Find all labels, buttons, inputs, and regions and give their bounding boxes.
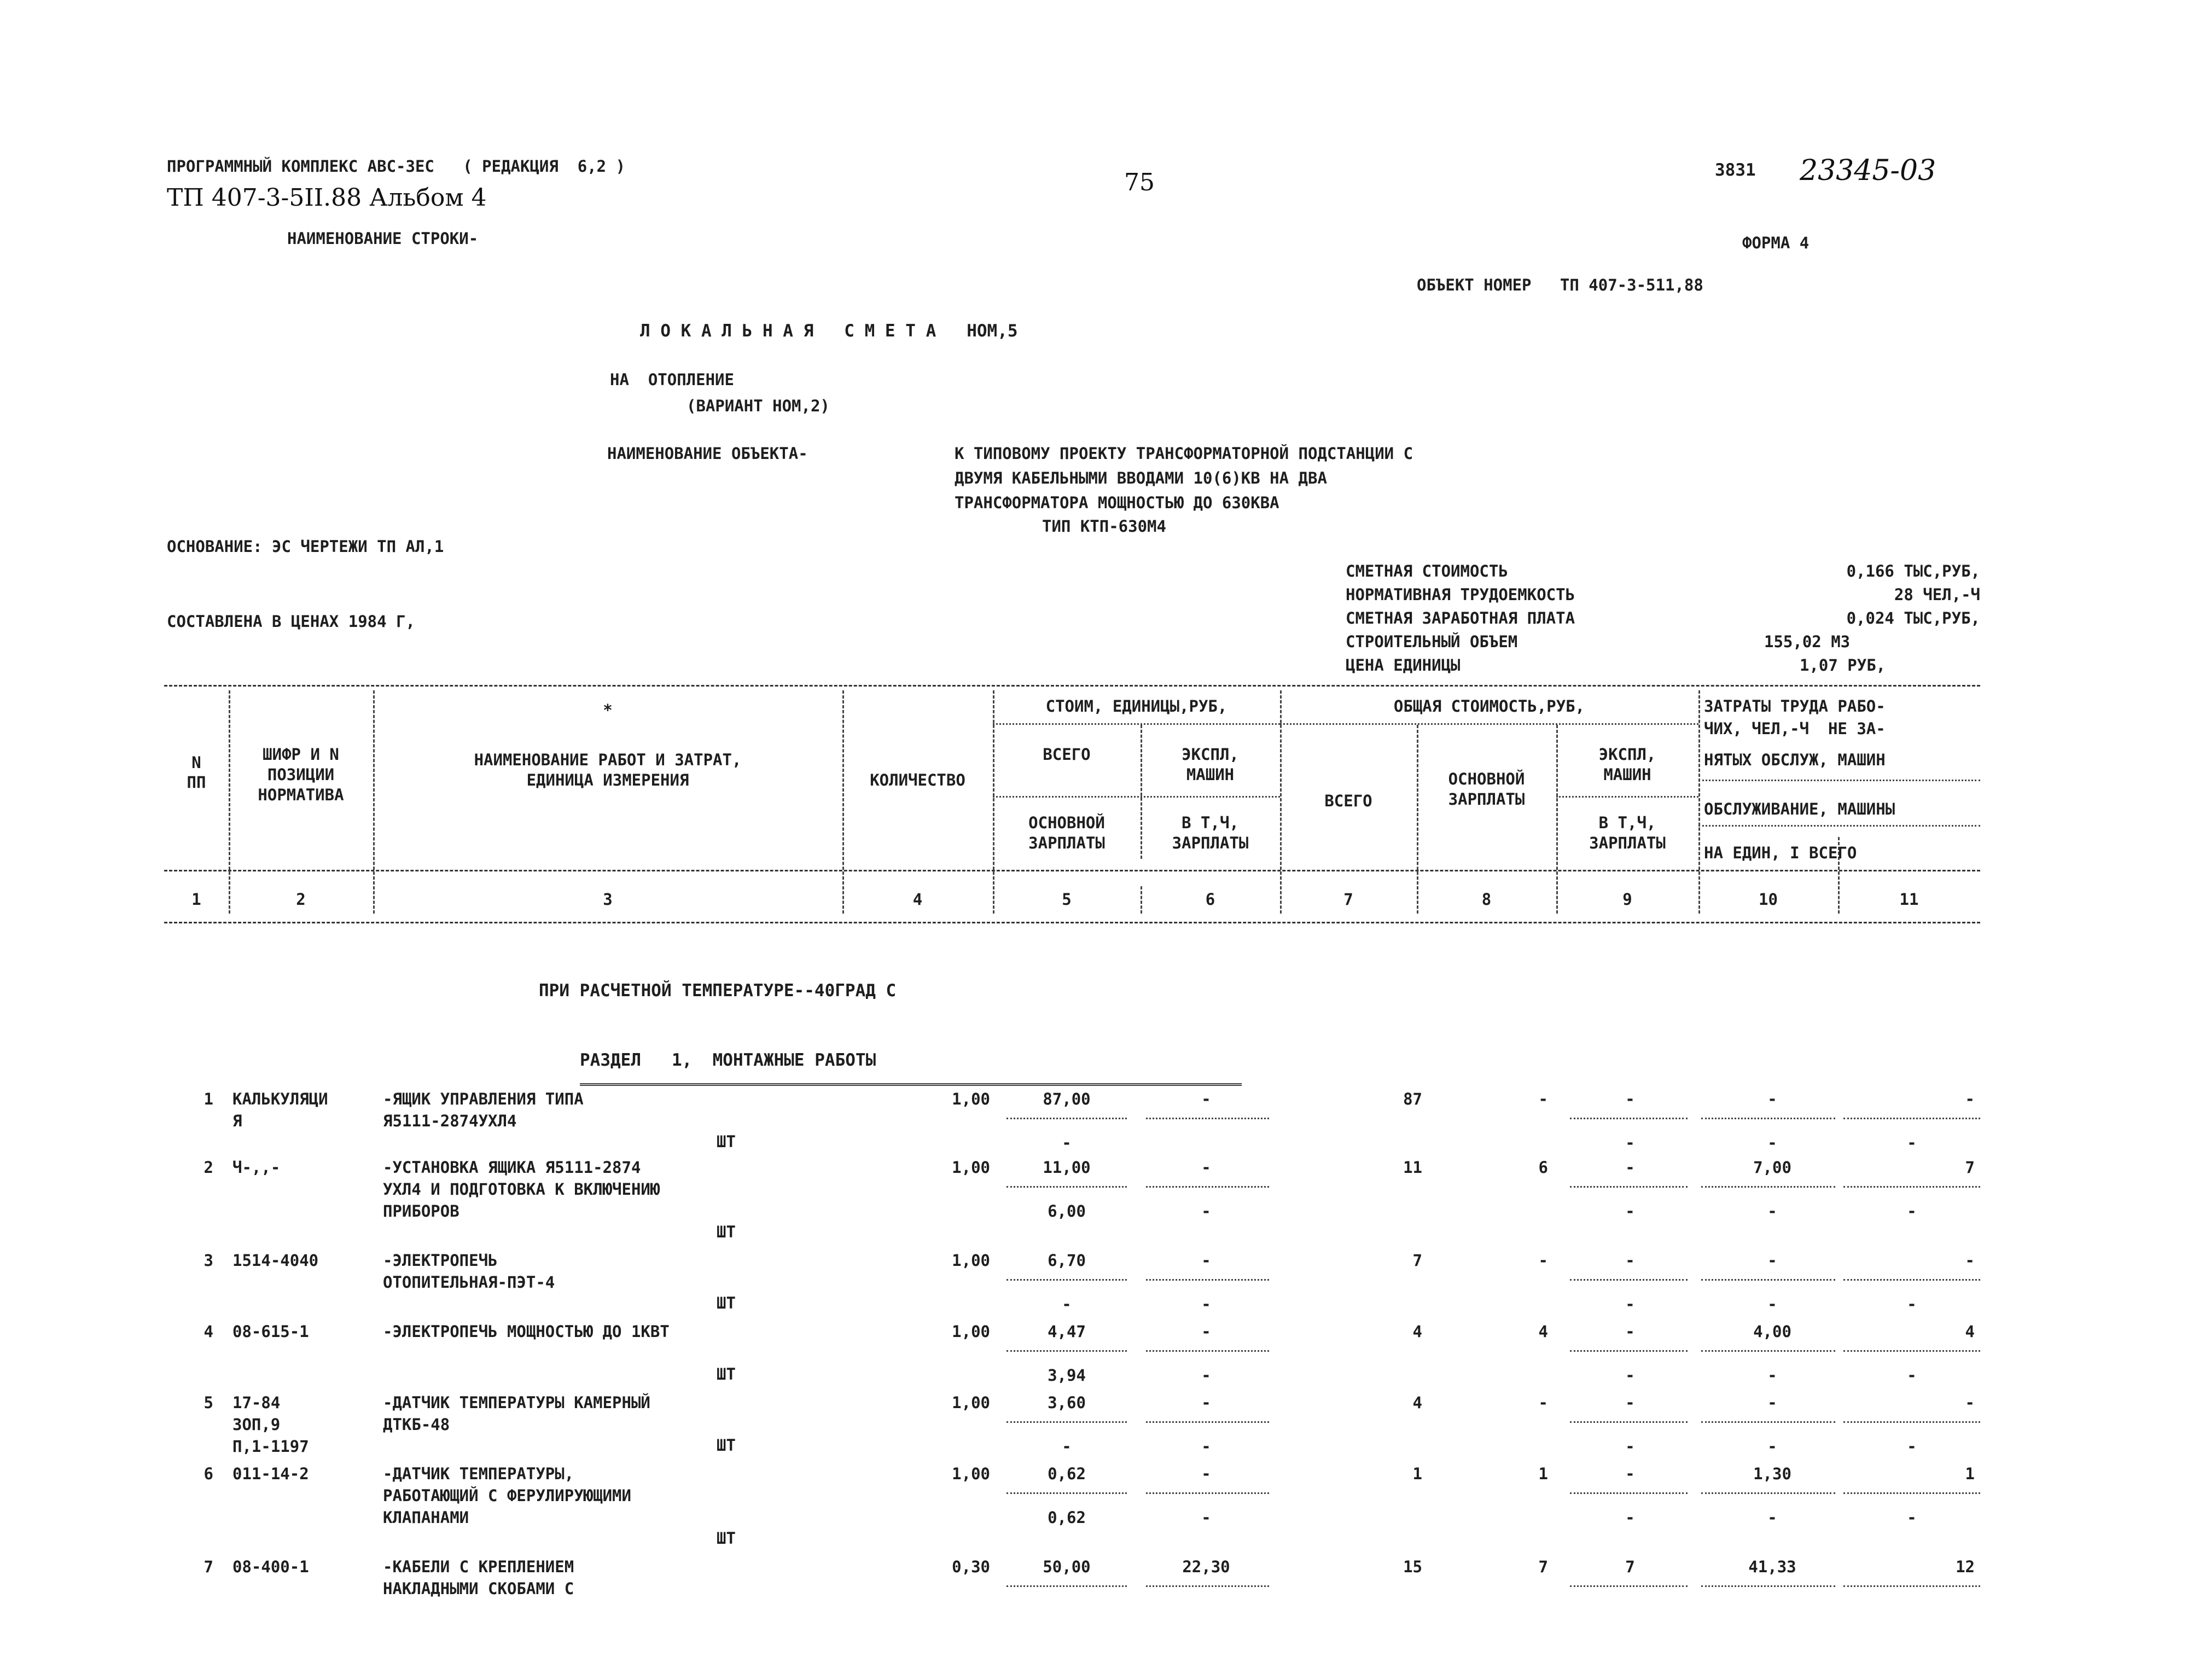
code-handwritten: 23345-03 xyxy=(1800,154,1936,187)
row-name: -ЯЩИК УПРАВЛЕНИЯ ТИПА xyxy=(383,1090,584,1108)
summary-label: ЦЕНА ЕДИНИЦЫ xyxy=(1346,656,1461,675)
row-total-machine-wage: - xyxy=(1625,1295,1635,1313)
sub-rule xyxy=(1556,796,1698,798)
row-unit-machines: - xyxy=(1201,1090,1211,1108)
form-label: ФОРМА 4 xyxy=(1742,234,1810,252)
header-total-all: ВСЕГО xyxy=(1324,792,1372,810)
row-labor-unit-wage: - xyxy=(1767,1508,1777,1527)
cell-rule xyxy=(1006,1118,1127,1119)
cell-rule xyxy=(1843,1186,1980,1188)
row-unit-machine-wage: - xyxy=(1201,1508,1211,1527)
object-name-line-4: ТИП КТП-630М4 xyxy=(1042,517,1166,536)
row-total-machines: - xyxy=(1625,1158,1635,1177)
row-total: 1 xyxy=(1412,1464,1422,1483)
header-total-wage: ОСНОВНОЙ xyxy=(1448,770,1525,788)
row-name: УХЛ4 И ПОДГОТОВКА К ВКЛЮЧЕНИЮ xyxy=(383,1180,660,1199)
header-n: ПП xyxy=(187,773,206,792)
cell-rule xyxy=(1843,1492,1980,1494)
row-qty: 1,00 xyxy=(952,1464,990,1483)
col-divider xyxy=(1698,886,1700,914)
row-unit-total: 3,60 xyxy=(1048,1393,1086,1412)
col-divider xyxy=(993,690,994,885)
sub-rule xyxy=(993,723,1280,725)
heating-label: НА ОТОПЛЕНИЕ xyxy=(610,370,734,389)
col-divider xyxy=(373,886,375,914)
row-number: 4 xyxy=(203,1322,213,1341)
col-divider xyxy=(1698,690,1700,885)
sub-rule xyxy=(1698,780,1980,781)
row-labor-unit: 41,33 xyxy=(1748,1557,1796,1576)
row-name: НАКЛАДНЫМИ СКОБАМИ С xyxy=(383,1579,574,1598)
header-unit-machine-wage: В Т,Ч, xyxy=(1182,813,1239,832)
header-name-mark: * xyxy=(603,701,613,719)
row-number: 6 xyxy=(203,1464,213,1483)
row-name: -КАБЕЛИ С КРЕПЛЕНИЕМ xyxy=(383,1557,574,1576)
row-unit-total: 6,70 xyxy=(1048,1251,1086,1270)
row-labor-unit: 4,00 xyxy=(1753,1322,1791,1341)
row-total-machines: - xyxy=(1625,1393,1635,1412)
row-code: 17-84 xyxy=(232,1393,281,1412)
summary-label: СТРОИТЕЛЬНЫЙ ОБЪЕМ xyxy=(1346,632,1518,651)
row-name: -ДАТЧИК ТЕМПЕРАТУРЫ КАМЕРНЫЙ xyxy=(383,1393,650,1412)
row-unit-wage: 3,94 xyxy=(1048,1366,1086,1385)
row-unit-machines: - xyxy=(1201,1464,1211,1483)
header-unit-total: ВСЕГО xyxy=(1043,745,1091,764)
row-unit-total: 4,47 xyxy=(1048,1322,1086,1341)
col-number: 5 xyxy=(1062,890,1072,909)
row-labor-total: - xyxy=(1965,1251,1975,1270)
object-number: ОБЪЕКТ НОМЕР ТП 407-3-511,88 xyxy=(1417,276,1703,294)
row-code: Ч-,,- xyxy=(232,1158,281,1177)
row-total: 87 xyxy=(1403,1090,1422,1108)
summary-label: СМЕТНАЯ СТОИМОСТЬ xyxy=(1346,562,1508,580)
header-total-machines: ЭКСПЛ, xyxy=(1598,745,1656,764)
row-labor-unit-wage: - xyxy=(1767,1295,1777,1313)
header-total-machine-wage: ЗАРПЛАТЫ xyxy=(1589,834,1666,852)
row-labor-unit-wage: - xyxy=(1767,1437,1777,1456)
row-code: Я xyxy=(232,1112,242,1130)
row-number: 5 xyxy=(203,1393,213,1412)
header-unit-machine-wage: ЗАРПЛАТЫ xyxy=(1172,834,1249,852)
row-number: 7 xyxy=(203,1557,213,1576)
cell-rule xyxy=(1570,1585,1688,1587)
summary-value: 28 ЧЕЛ,-Ч xyxy=(1894,585,1980,604)
header-unit-cost: СТОИМ, ЕДИНИЦЫ,РУБ, xyxy=(1045,697,1227,716)
col-divider xyxy=(229,886,230,914)
cell-rule xyxy=(1006,1421,1127,1423)
row-total: 15 xyxy=(1403,1557,1422,1576)
row-total-machines: - xyxy=(1625,1464,1635,1483)
row-unit-total: 0,62 xyxy=(1048,1464,1086,1483)
row-unit-total: 11,00 xyxy=(1043,1158,1091,1177)
row-code: КАЛЬКУЛЯЦИ xyxy=(232,1090,328,1108)
col-number: 6 xyxy=(1205,890,1215,909)
row-total-wage: - xyxy=(1538,1251,1548,1270)
row-code: 011-14-2 xyxy=(232,1464,309,1483)
col-divider xyxy=(1556,886,1558,914)
object-name-line-2: ДВУМЯ КАБЕЛЬНЫМИ ВВОДАМИ 10(6)КВ НА ДВА xyxy=(955,469,1327,487)
cell-rule xyxy=(1843,1118,1980,1119)
row-unit-wage: - xyxy=(1062,1295,1072,1313)
row-code: П,1-1197 xyxy=(232,1437,309,1456)
row-labor-unit: - xyxy=(1767,1393,1777,1412)
row-unit-machine-wage: - xyxy=(1201,1366,1211,1385)
row-name: -ЭЛЕКТРОПЕЧЬ xyxy=(383,1251,498,1270)
row-name: ПРИБОРОВ xyxy=(383,1202,459,1220)
row-unit-wage: - xyxy=(1062,1133,1072,1152)
row-unit-machine-wage: - xyxy=(1201,1202,1211,1220)
program-line: ПРОГРАММНЫЙ КОМПЛЕКС АВС-3ЕС ( РЕДАКЦИЯ 6,2 ) xyxy=(167,157,626,176)
col-number: 10 xyxy=(1759,890,1778,909)
cell-rule xyxy=(1701,1186,1835,1188)
row-total-machines: - xyxy=(1625,1322,1635,1341)
object-name-line-1: К ТИПОВОМУ ПРОЕКТУ ТРАНСФОРМАТОРНОЙ ПОДСТАНЦИИ С xyxy=(955,444,1413,463)
row-total-machines: - xyxy=(1625,1251,1635,1270)
row-unit-wage: 0,62 xyxy=(1048,1508,1086,1527)
cell-rule xyxy=(1570,1492,1688,1494)
cell-rule xyxy=(1146,1350,1269,1352)
row-labor-total: 12 xyxy=(1956,1557,1975,1576)
row-total-machine-wage: - xyxy=(1625,1202,1635,1220)
row-number: 1 xyxy=(203,1090,213,1108)
cell-rule xyxy=(1006,1492,1127,1494)
col-divider xyxy=(1417,886,1418,914)
header-top-rule xyxy=(164,685,1980,687)
row-code: 08-615-1 xyxy=(232,1322,309,1341)
row-name: -УСТАНОВКА ЯЩИКА Я5111-2874 xyxy=(383,1158,641,1177)
cell-rule xyxy=(1843,1350,1980,1352)
cell-rule xyxy=(1006,1186,1127,1188)
code-printed: 3831 xyxy=(1715,160,1756,180)
cell-rule xyxy=(1006,1279,1127,1281)
sub-rule xyxy=(1698,825,1980,827)
row-labor-total: 7 xyxy=(1965,1158,1975,1177)
row-total-wage: 6 xyxy=(1538,1158,1548,1177)
cell-rule xyxy=(1701,1585,1835,1587)
header-name: ЕДИНИЦА ИЗМЕРЕНИЯ xyxy=(526,771,689,789)
row-unit: ШТ xyxy=(717,1436,736,1455)
row-labor-total: - xyxy=(1965,1393,1975,1412)
header-total-machine-wage: В Т,Ч, xyxy=(1598,813,1656,832)
header-labor: НЯТЫХ ОБСЛУЖ, МАШИН xyxy=(1704,751,1886,769)
header-total-cost: ОБЩАЯ СТОИМОСТЬ,РУБ, xyxy=(1393,697,1585,716)
summary-value: 0,166 ТЫС,РУБ, xyxy=(1846,562,1980,580)
basis-line: ОСНОВАНИЕ: ЭС ЧЕРТЕЖИ ТП АЛ,1 xyxy=(167,537,444,556)
header-total-wage: ЗАРПЛАТЫ xyxy=(1448,790,1525,809)
cell-rule xyxy=(1843,1585,1980,1587)
row-unit-machines: - xyxy=(1201,1393,1211,1412)
row-unit: ШТ xyxy=(717,1529,736,1548)
row-total: 4 xyxy=(1412,1393,1422,1412)
object-name-label: НАИМЕНОВАНИЕ ОБЪЕКТА- xyxy=(607,444,808,463)
header-unit-machines: МАШИН xyxy=(1186,765,1235,784)
row-name: РАБОТАЮЩИЙ С ФЕРУЛИРУЮЩИМИ xyxy=(383,1486,631,1505)
header-code: ШИФР И N xyxy=(263,745,339,764)
cell-rule xyxy=(1146,1279,1269,1281)
cell-rule xyxy=(1701,1118,1835,1119)
line-name-label: НАИМЕНОВАНИЕ СТРОКИ- xyxy=(287,229,479,248)
row-unit-total: 87,00 xyxy=(1043,1090,1091,1108)
row-qty: 1,00 xyxy=(952,1090,990,1108)
col-divider xyxy=(842,886,844,914)
header-total-machines: МАШИН xyxy=(1603,765,1651,784)
cell-rule xyxy=(1570,1279,1688,1281)
sub-rule xyxy=(993,796,1280,798)
row-labor-total-wage: - xyxy=(1907,1366,1917,1385)
header-labor: ЧИХ, ЧЕЛ,-Ч НЕ ЗА- xyxy=(1704,719,1886,738)
row-unit: ШТ xyxy=(717,1132,736,1151)
col-divider xyxy=(1141,886,1142,914)
row-unit: ШТ xyxy=(717,1294,736,1312)
cell-rule xyxy=(1006,1350,1127,1352)
row-labor-unit: - xyxy=(1767,1090,1777,1108)
col-divider xyxy=(1280,886,1282,914)
cell-rule xyxy=(1701,1350,1835,1352)
cell-rule xyxy=(1701,1421,1835,1423)
row-total-wage: - xyxy=(1538,1090,1548,1108)
row-labor-total-wage: - xyxy=(1907,1202,1917,1220)
cell-rule xyxy=(1843,1421,1980,1423)
header-unit-wage: ОСНОВНОЙ xyxy=(1028,813,1105,832)
variant-label: (ВАРИАНТ НОМ,2) xyxy=(686,397,830,415)
row-unit-total: 50,00 xyxy=(1043,1557,1091,1576)
row-qty: 1,00 xyxy=(952,1393,990,1412)
row-labor-total-wage: - xyxy=(1907,1437,1917,1456)
header-unit-machines: ЭКСПЛ, xyxy=(1182,745,1239,764)
section-title: РАЗДЕЛ 1, МОНТАЖНЫЕ РАБОТЫ xyxy=(580,1050,876,1070)
row-labor-unit-wage: - xyxy=(1767,1366,1777,1385)
row-labor-total-wage: - xyxy=(1907,1508,1917,1527)
header-labor-sub: НА ЕДИН, I ВСЕГО xyxy=(1704,844,1857,862)
row-name: -ДАТЧИК ТЕМПЕРАТУРЫ, xyxy=(383,1464,574,1483)
col-divider xyxy=(1280,690,1282,885)
row-unit-wage: - xyxy=(1062,1437,1072,1456)
header-name: НАИМЕНОВАНИЕ РАБОТ И ЗАТРАТ, xyxy=(474,751,742,769)
row-total-machines: - xyxy=(1625,1090,1635,1108)
col-number: 11 xyxy=(1899,890,1919,909)
header-n: N xyxy=(191,753,201,772)
cell-rule xyxy=(1570,1350,1688,1352)
col-number: 9 xyxy=(1622,890,1632,909)
album-label: ТП 407-3-5II.88 Альбом 4 xyxy=(167,184,487,212)
document-title: Л О К А Л Ь Н А Я С М Е Т А НОМ,5 xyxy=(640,321,1018,341)
row-number: 2 xyxy=(203,1158,213,1177)
cell-rule xyxy=(1701,1492,1835,1494)
temperature-line: ПРИ РАСЧЕТНОЙ ТЕМПЕРАТУРЕ--40ГРАД С xyxy=(539,981,897,1001)
cell-rule xyxy=(1570,1186,1688,1188)
cell-rule xyxy=(1006,1585,1127,1587)
row-labor-unit-wage: - xyxy=(1767,1133,1777,1152)
header-labor-service: ОБСЛУЖИВАНИЕ, МАШИНЫ xyxy=(1704,800,1895,818)
summary-value: 1,07 РУБ, xyxy=(1800,656,1886,675)
row-qty: 0,30 xyxy=(952,1557,990,1576)
row-labor-total: - xyxy=(1965,1090,1975,1108)
page-number: 75 xyxy=(1124,168,1155,196)
row-total-machines: 7 xyxy=(1625,1557,1635,1576)
summary-value: 155,02 М3 xyxy=(1764,632,1851,651)
row-labor-unit-wage: - xyxy=(1767,1202,1777,1220)
row-unit-machines: 22,30 xyxy=(1182,1557,1230,1576)
row-code: 08-400-1 xyxy=(232,1557,309,1576)
row-number: 3 xyxy=(203,1251,213,1270)
row-labor-total: 1 xyxy=(1965,1464,1975,1483)
header-labor: ЗАТРАТЫ ТРУДА РАБО- xyxy=(1704,697,1886,716)
row-total: 7 xyxy=(1412,1251,1422,1270)
cell-rule xyxy=(1146,1585,1269,1587)
row-unit-machine-wage: - xyxy=(1201,1437,1211,1456)
cell-rule xyxy=(1146,1118,1269,1119)
prices-line: СОСТАВЛЕНА В ЦЕНАХ 1984 Г, xyxy=(167,612,415,631)
col-number: 7 xyxy=(1343,890,1353,909)
cell-rule xyxy=(1146,1492,1269,1494)
col-number: 8 xyxy=(1481,890,1492,909)
header-bottom-rule xyxy=(164,922,1980,923)
row-labor-total: 4 xyxy=(1965,1322,1975,1341)
header-code: НОРМАТИВА xyxy=(258,786,344,804)
row-labor-total-wage: - xyxy=(1907,1295,1917,1313)
row-total-machine-wage: - xyxy=(1625,1508,1635,1527)
row-total-wage: 4 xyxy=(1538,1322,1548,1341)
header-mid-rule xyxy=(164,870,1980,871)
row-total-wage: 7 xyxy=(1538,1557,1548,1576)
row-total: 11 xyxy=(1403,1158,1422,1177)
header-code: ПОЗИЦИИ xyxy=(267,765,335,784)
row-labor-unit: 1,30 xyxy=(1753,1464,1791,1483)
row-unit-machines: - xyxy=(1201,1251,1211,1270)
summary-label: НОРМАТИВНАЯ ТРУДОЕМКОСТЬ xyxy=(1346,585,1575,604)
object-name-line-3: ТРАНСФОРМАТОРА МОЩНОСТЬЮ ДО 630КВА xyxy=(955,493,1279,512)
row-unit-wage: 6,00 xyxy=(1048,1202,1086,1220)
row-unit-machines: - xyxy=(1201,1158,1211,1177)
header-unit-wage: ЗАРПЛАТЫ xyxy=(1028,834,1105,852)
cell-rule xyxy=(1570,1421,1688,1423)
summary-value: 0,024 ТЫС,РУБ, xyxy=(1846,609,1980,627)
col-number: 2 xyxy=(296,890,306,909)
row-qty: 1,00 xyxy=(952,1158,990,1177)
sub-rule xyxy=(1280,723,1698,725)
row-total: 4 xyxy=(1412,1322,1422,1341)
row-labor-unit: - xyxy=(1767,1251,1777,1270)
col-number: 1 xyxy=(191,890,201,909)
col-divider xyxy=(1838,886,1840,914)
row-unit: ШТ xyxy=(717,1223,736,1241)
header-qty: КОЛИЧЕСТВО xyxy=(870,771,965,789)
row-unit: ШТ xyxy=(717,1365,736,1383)
section-underline xyxy=(580,1083,1242,1086)
row-total-machine-wage: - xyxy=(1625,1437,1635,1456)
col-divider xyxy=(993,886,994,914)
row-labor-total-wage: - xyxy=(1907,1133,1917,1152)
cell-rule xyxy=(1701,1279,1835,1281)
row-total-machine-wage: - xyxy=(1625,1366,1635,1385)
col-number: 4 xyxy=(912,890,923,909)
row-name: Я5111-2874УХЛ4 xyxy=(383,1112,517,1130)
row-unit-machine-wage: - xyxy=(1201,1295,1211,1313)
cell-rule xyxy=(1146,1186,1269,1188)
row-code: 1514-4040 xyxy=(232,1251,319,1270)
row-qty: 1,00 xyxy=(952,1322,990,1341)
cell-rule xyxy=(1570,1118,1688,1119)
row-name: КЛАПАНАМИ xyxy=(383,1508,469,1527)
cell-rule xyxy=(1843,1279,1980,1281)
row-total-wage: - xyxy=(1538,1393,1548,1412)
row-total-machine-wage: - xyxy=(1625,1133,1635,1152)
row-name: ОТОПИТЕЛЬНАЯ-ПЭТ-4 xyxy=(383,1273,555,1292)
row-labor-unit: 7,00 xyxy=(1753,1158,1791,1177)
row-name: -ЭЛЕКТРОПЕЧЬ МОЩНОСТЬЮ ДО 1КВТ xyxy=(383,1322,670,1341)
row-total-wage: 1 xyxy=(1538,1464,1548,1483)
row-unit-machines: - xyxy=(1201,1322,1211,1341)
row-name: ДТКБ-48 xyxy=(383,1415,450,1434)
summary-label: СМЕТНАЯ ЗАРАБОТНАЯ ПЛАТА xyxy=(1346,609,1575,627)
row-qty: 1,00 xyxy=(952,1251,990,1270)
row-code: ЗОП,9 xyxy=(232,1415,281,1434)
cell-rule xyxy=(1146,1421,1269,1423)
col-number: 3 xyxy=(603,890,613,909)
